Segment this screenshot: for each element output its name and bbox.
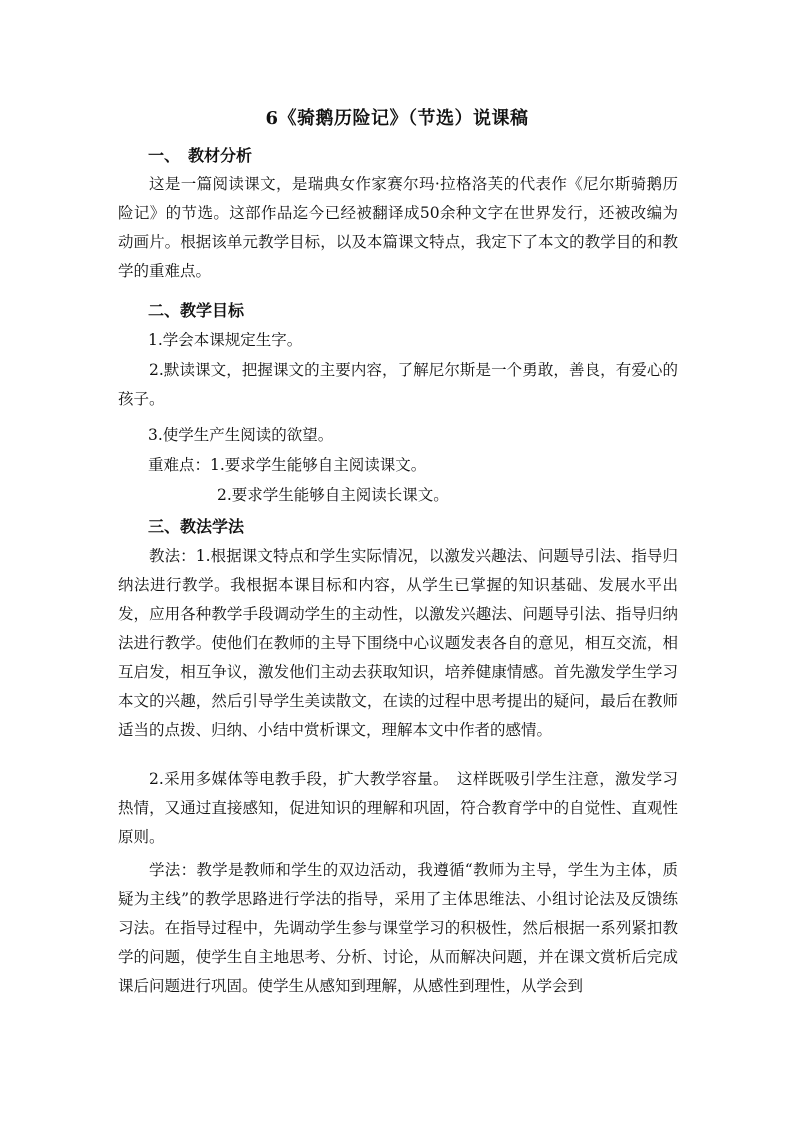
section-1-paragraph: 这是一篇阅读课文，是瑞典女作家赛尔玛·拉格洛芙的代表作《尼尔斯骑鹅历险记》的节选。这部作品迄今已经被翻译成50余种文字在世界发行，还被改编为动画片。根据该单元教学目标，以及本篇课文特点，我定下了本文的教学目的和教学的重难点。 bbox=[118, 175, 678, 280]
section-2-heading: 二、教学目标 bbox=[148, 301, 245, 320]
objective-item-1: 1.学会本课规定生字。 bbox=[148, 331, 303, 349]
objective-item-2: 2.默读课文，把握课文的主要内容，了解尼尔斯是一个勇敢，善良，有爱心的孩子。 bbox=[118, 361, 678, 408]
section-3-heading: 三、教法学法 bbox=[148, 517, 245, 536]
document-title: 6《骑鹅历险记》（节选）说课稿 bbox=[265, 108, 529, 129]
learning-method-paragraph: 学法：教学是教师和学生的双边活动，我遵循“教师为主导，学生为主体，质疑为主线”的教学思路进行学法的指导，采用了主体思维法、小组讨论法及反馈练习法。在指导过程中，先调动学生参与课堂学习的积极性，然后根据一系列紧扣教学的问题，使学生自主地思考、分析、讨论，从而解决问题，并在课文赏析后完成课后问题进行巩固。使学生从感知到理解，从感性到理性，从学会到 bbox=[118, 861, 678, 995]
multimedia-method-paragraph: 2.采用多媒体等电教手段，扩大教学容量。 这样既吸引学生注意，激发学习热情，又通过直接感知，促进知识的理解和巩固，符合教育学中的自觉性、直观性原则。 bbox=[118, 770, 678, 846]
key-difficulty-2: 2.要求学生能够自主阅读长课文。 bbox=[217, 486, 449, 504]
teaching-method-paragraph: 教法：1.根据课文特点和学生实际情况，以激发兴趣法、问题导引法、指导归纳法进行教学。我根据本课目标和内容，从学生已掌握的知识基础、发展水平出发，应用各种教学手段调动学生的主动性，以激发兴趣法、问题导引法、指导归纳法进行教学。使他们在教师的主导下围绕中心议题发表各自的意见，相互交流，相互启发，相互争议，激发他们主动去获取知识，培养健康情感。首先激发学生学习本文的兴趣，然后引导学生美读散文，在读的过程中思考提出的疑问，最后在教师适当的点拨、归纳、小结中赏析课文，理解本文中作者的感情。 bbox=[118, 547, 678, 739]
key-difficulty-1: 重难点：1.要求学生能够自主阅读课文。 bbox=[148, 456, 427, 474]
section-1-heading: 一、 教材分析 bbox=[148, 146, 253, 165]
objective-item-3: 3.使学生产生阅读的欲望。 bbox=[148, 426, 334, 444]
